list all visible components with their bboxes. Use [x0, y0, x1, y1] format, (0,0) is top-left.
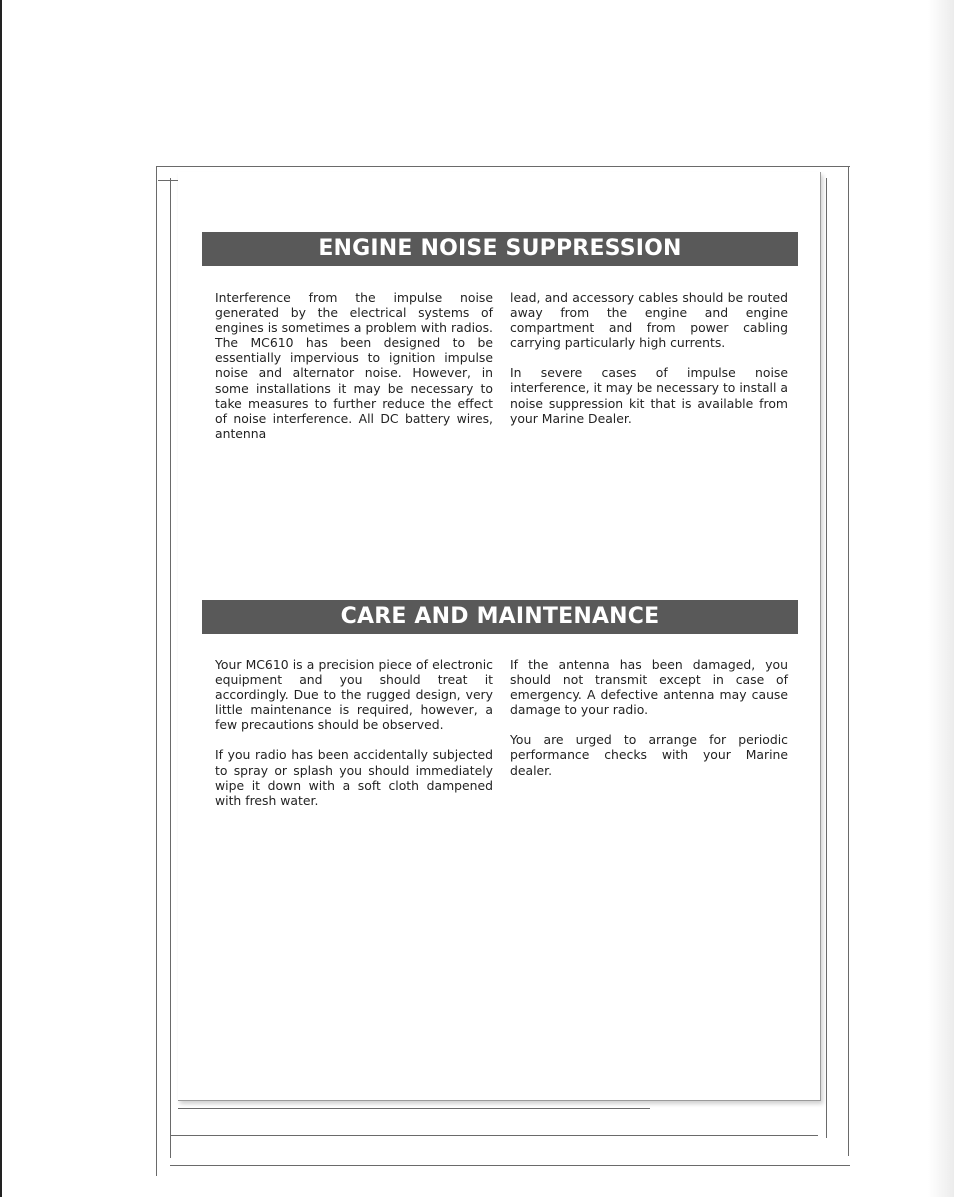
scan-shadow — [928, 0, 954, 1197]
frame-line-right-inner — [826, 178, 827, 1138]
scan-edge — [0, 0, 2, 1197]
frame-line-bottom — [178, 1108, 650, 1109]
paragraph: lead, and accessory cables should be routed away from the engine and engine compartment and from power cabling carrying particularly high currents. — [510, 290, 788, 351]
paragraph: In severe cases of impulse noise interference, it may be necessary to install a noise suppression kit that is available from your Marine Dealer. — [510, 365, 788, 426]
frame-line-bottom-inner — [170, 1135, 818, 1136]
frame-line-right — [848, 166, 849, 1156]
section-care-right-column — [510, 657, 788, 793]
frame-line-top — [156, 166, 850, 167]
paragraph: If the antenna has been damaged, you should not transmit except in case of emergency. A defective antenna may cause damage to your radio. — [510, 657, 788, 718]
section-engine-noise-right-column — [510, 290, 788, 441]
section-title-engine-noise-suppression: ENGINE NOISE SUPPRESSION — [202, 232, 798, 266]
frame-line-left — [156, 166, 157, 1176]
frame-line-bottom-outer — [170, 1165, 850, 1166]
section-care-left-column — [215, 657, 493, 823]
section-engine-noise-left-column — [215, 290, 493, 456]
paragraph: Interference from the impulse noise generated by the electrical systems of engines is sometimes a problem with radios. The MC610 has been designed to be essentially impervious to ignition impulse noise and alternator noise. However, in some installations it may be necessary to take measures to further reduce the effect of noise interference. All DC battery wires, antenna — [215, 290, 493, 441]
frame-line-left-inner — [170, 178, 171, 1158]
paragraph: You are urged to arrange for periodic performance checks with your Marine dealer. — [510, 732, 788, 778]
section-title-care-and-maintenance: CARE AND MAINTENANCE — [202, 600, 798, 634]
paragraph: If you radio has been accidentally subjected to spray or splash you should immediately wipe it down with a soft cloth dampened with fresh water. — [215, 747, 493, 808]
paragraph: Your MC610 is a precision piece of electronic equipment and you should treat it accordingly. Due to the rugged design, very little maintenance is required, however, a few precautions should be observed. — [215, 657, 493, 733]
